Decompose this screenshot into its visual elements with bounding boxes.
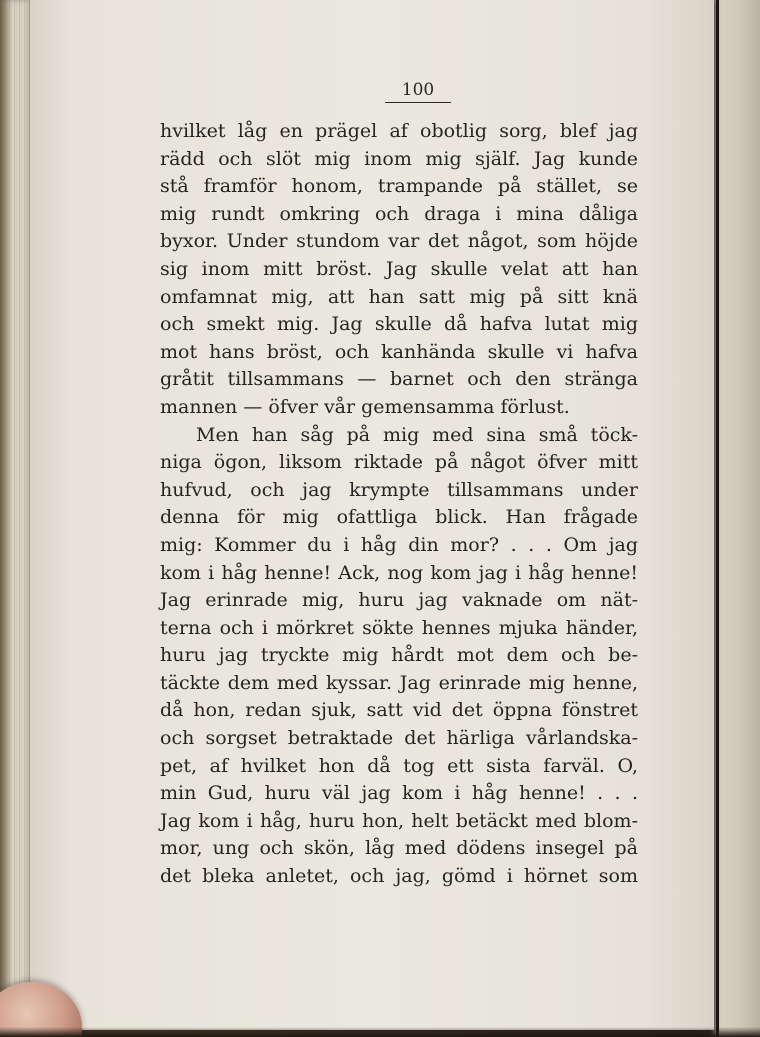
page-stack-edge [710,0,760,1037]
text-line: Jag kom i håg, huru hon, helt betäckt med blom- [160,809,638,832]
bottom-shadow [0,1027,760,1037]
text-line: omfamnat mig, att han satt mig på sitt knä [160,285,638,308]
text-line: terna och i mörkret sökte hennes mjuka händer, [160,616,638,639]
text-line: pet, af hvilket hon då tog ett sista farväl. O, [160,754,638,777]
page-number: 100 [385,80,451,103]
text-line: och sorgset betraktade det härliga vårlandska- [160,727,638,750]
text-line: Men han såg på mig med sina små töck- [196,423,638,446]
text-line: niga ögon, liksom riktade på något öfver mitt [160,451,638,474]
text-line: mot hans bröst, och kanhända skulle vi hafva [160,340,638,363]
text-line: mig: Kommer du i håg din mor? . . . Om jag [160,533,638,556]
text-line: hvilket låg en prägel af obotlig sorg, blef jag [160,120,638,142]
body-text [160,118,638,891]
text-line: denna för mig ofattliga blick. Han frågade [160,506,638,529]
text-line: gråtit tillsammans — barnet och den stränga [160,368,638,391]
text-line: min Gud, huru väl jag kom i håg henne! . . . [160,782,638,805]
text-line: byxor. Under stundom var det något, som höjde [160,230,638,253]
text-line: täckte dem med kyssar. Jag erinrade mig henne, [160,671,638,694]
text-line: mig rundt omkring och draga i mina dåliga [160,202,638,225]
text-line: då hon, redan sjuk, satt vid det öppna fönstret [160,699,638,722]
text-line: mannen — öfver vår gemensamma förlust. [160,395,570,418]
text-line: kom i håg henne! Ack, nog kom jag i håg henne! [160,561,638,584]
text-line: sig inom mitt bröst. Jag skulle velat att han [160,257,638,280]
text-line: rädd och slöt mig inom mig själf. Jag kunde [160,147,638,170]
text-line: mor, ung och skön, låg med dödens insegel på [160,837,638,860]
text-line: och smekt mig. Jag skulle då hafva lutat mig [160,313,638,336]
text-line: hufvud, och jag krympte tillsammans under [160,478,638,501]
book-page [30,0,714,1030]
text-line: Jag erinrade mig, huru jag vaknade om nät- [160,589,638,612]
text-line: huru jag tryckte mig hårdt mot dem och be- [160,644,638,667]
text-line: det bleka anletet, och jag, gömd i hörnet som [160,865,638,888]
book-binding-edge [0,0,34,1037]
text-line: stå framför honom, trampande på stället, se [160,175,638,198]
